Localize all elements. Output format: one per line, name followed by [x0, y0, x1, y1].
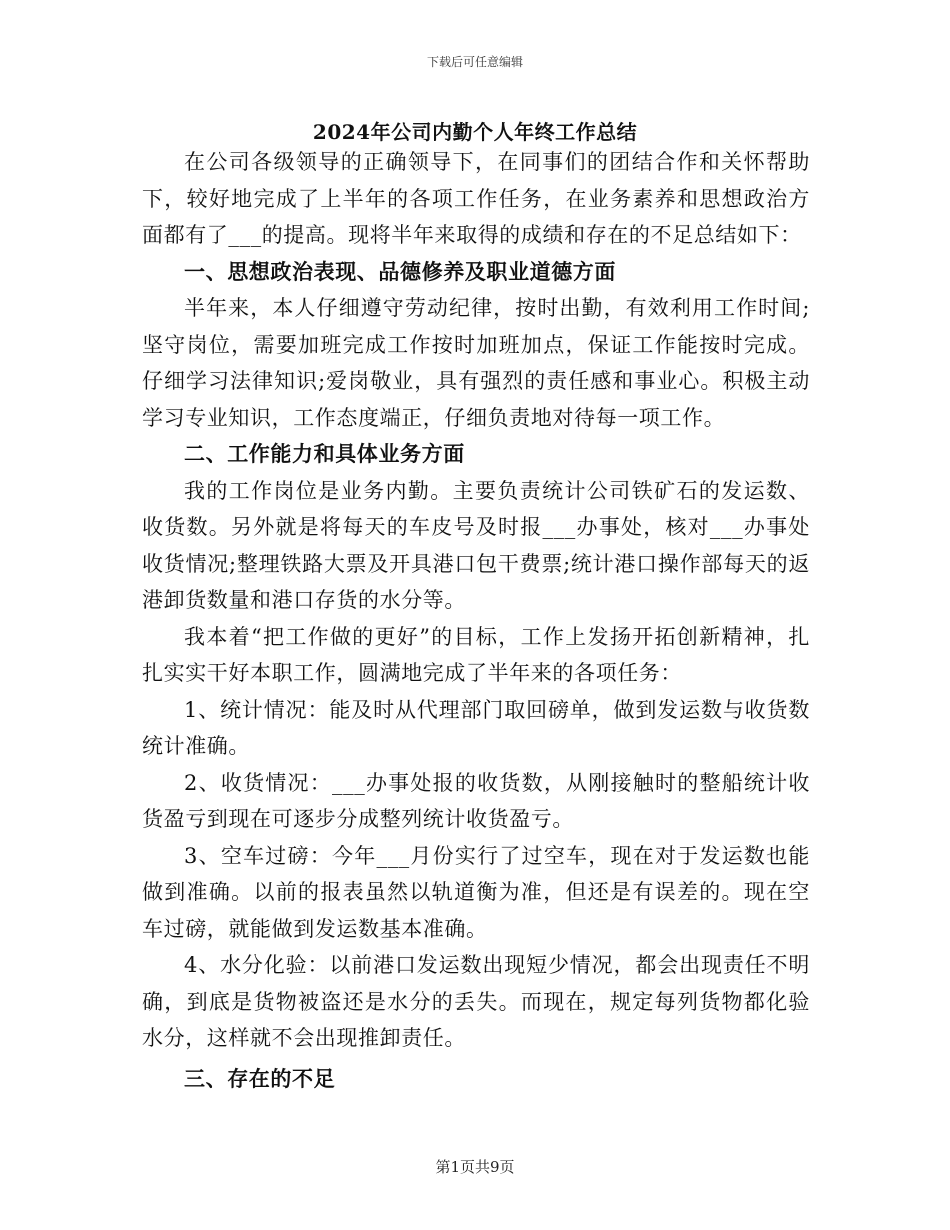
section-2-paragraph-2: 我本着“把工作做的更好”的目标，工作上发扬开拓创新精神，扎扎实实干好本职工作，圆满地完成了半年来的各项任务： — [142, 624, 810, 685]
section-2-heading: 二、工作能力和具体业务方面 — [184, 441, 465, 466]
section-2-paragraph-1: 我的工作岗位是业务内勤。主要负责统计公司铁矿石的发运数、收货数。另外就是将每天的车皮号及时报___办事处，核对___办事处收货情况;整理铁路大票及开具港口包干费票;统计港口操作部每天的返港卸货数量和港口存货的水分等。 — [142, 478, 810, 612]
list-item-statistics: 1、统计情况：能及时从代理部门取回磅单，做到发运数与收货数统计准确。 — [142, 697, 810, 758]
list-item-empty-weighing: 3、空车过磅：今年___月份实行了过空车，现在对于发运数也能做到准确。以前的报表虽然以轨道衡为准，但还是有误差的。现在空车过磅，就能做到发运数基本准确。 — [142, 843, 810, 941]
section-3-heading: 三、存在的不足 — [184, 1065, 336, 1091]
section-1-heading: 一、思想政治表现、品德修养及职业道德方面 — [184, 258, 616, 284]
document-body — [142, 144, 810, 1097]
list-item-moisture-test: 4、水分化验：以前港口发运数出现短少情况，都会出现责任不明确，到底是货物被盗还是水分的丢失。而现在，规定每列货物都化验水分，这样就不会出现推卸责任。 — [142, 953, 810, 1050]
intro-paragraph: 在公司各级领导的正确领导下，在同事们的团结合作和关怀帮助下，较好地完成了上半年的各项工作任务，在业务素养和思想政治方面都有了___的提高。现将半年来取得的成绩和存在的不足总结如下： — [142, 150, 810, 247]
page-number: 第1页共9页 — [435, 1158, 515, 1176]
section-1-paragraph: 半年来，本人仔细遵守劳动纪律，按时出勤，有效利用工作时间;坚守岗位，需要加班完成工作按时加班加点，保证工作能按时完成。仔细学习法律知识;爱岗敬业，具有强烈的责任感和事业心。积极主动学习专业知识，工作态度端正，仔细负责地对待每一项工作。 — [142, 296, 810, 430]
list-item-receiving: 2、收货情况：___办事处报的收货数，从刚接触时的整船统计收货盈亏到现在可逐步分成整列统计收货盈亏。 — [142, 770, 810, 831]
header-note: 下载后可任意编辑 — [426, 55, 523, 69]
document-title: 2024年公司内勤个人年终工作总结 — [312, 120, 638, 144]
